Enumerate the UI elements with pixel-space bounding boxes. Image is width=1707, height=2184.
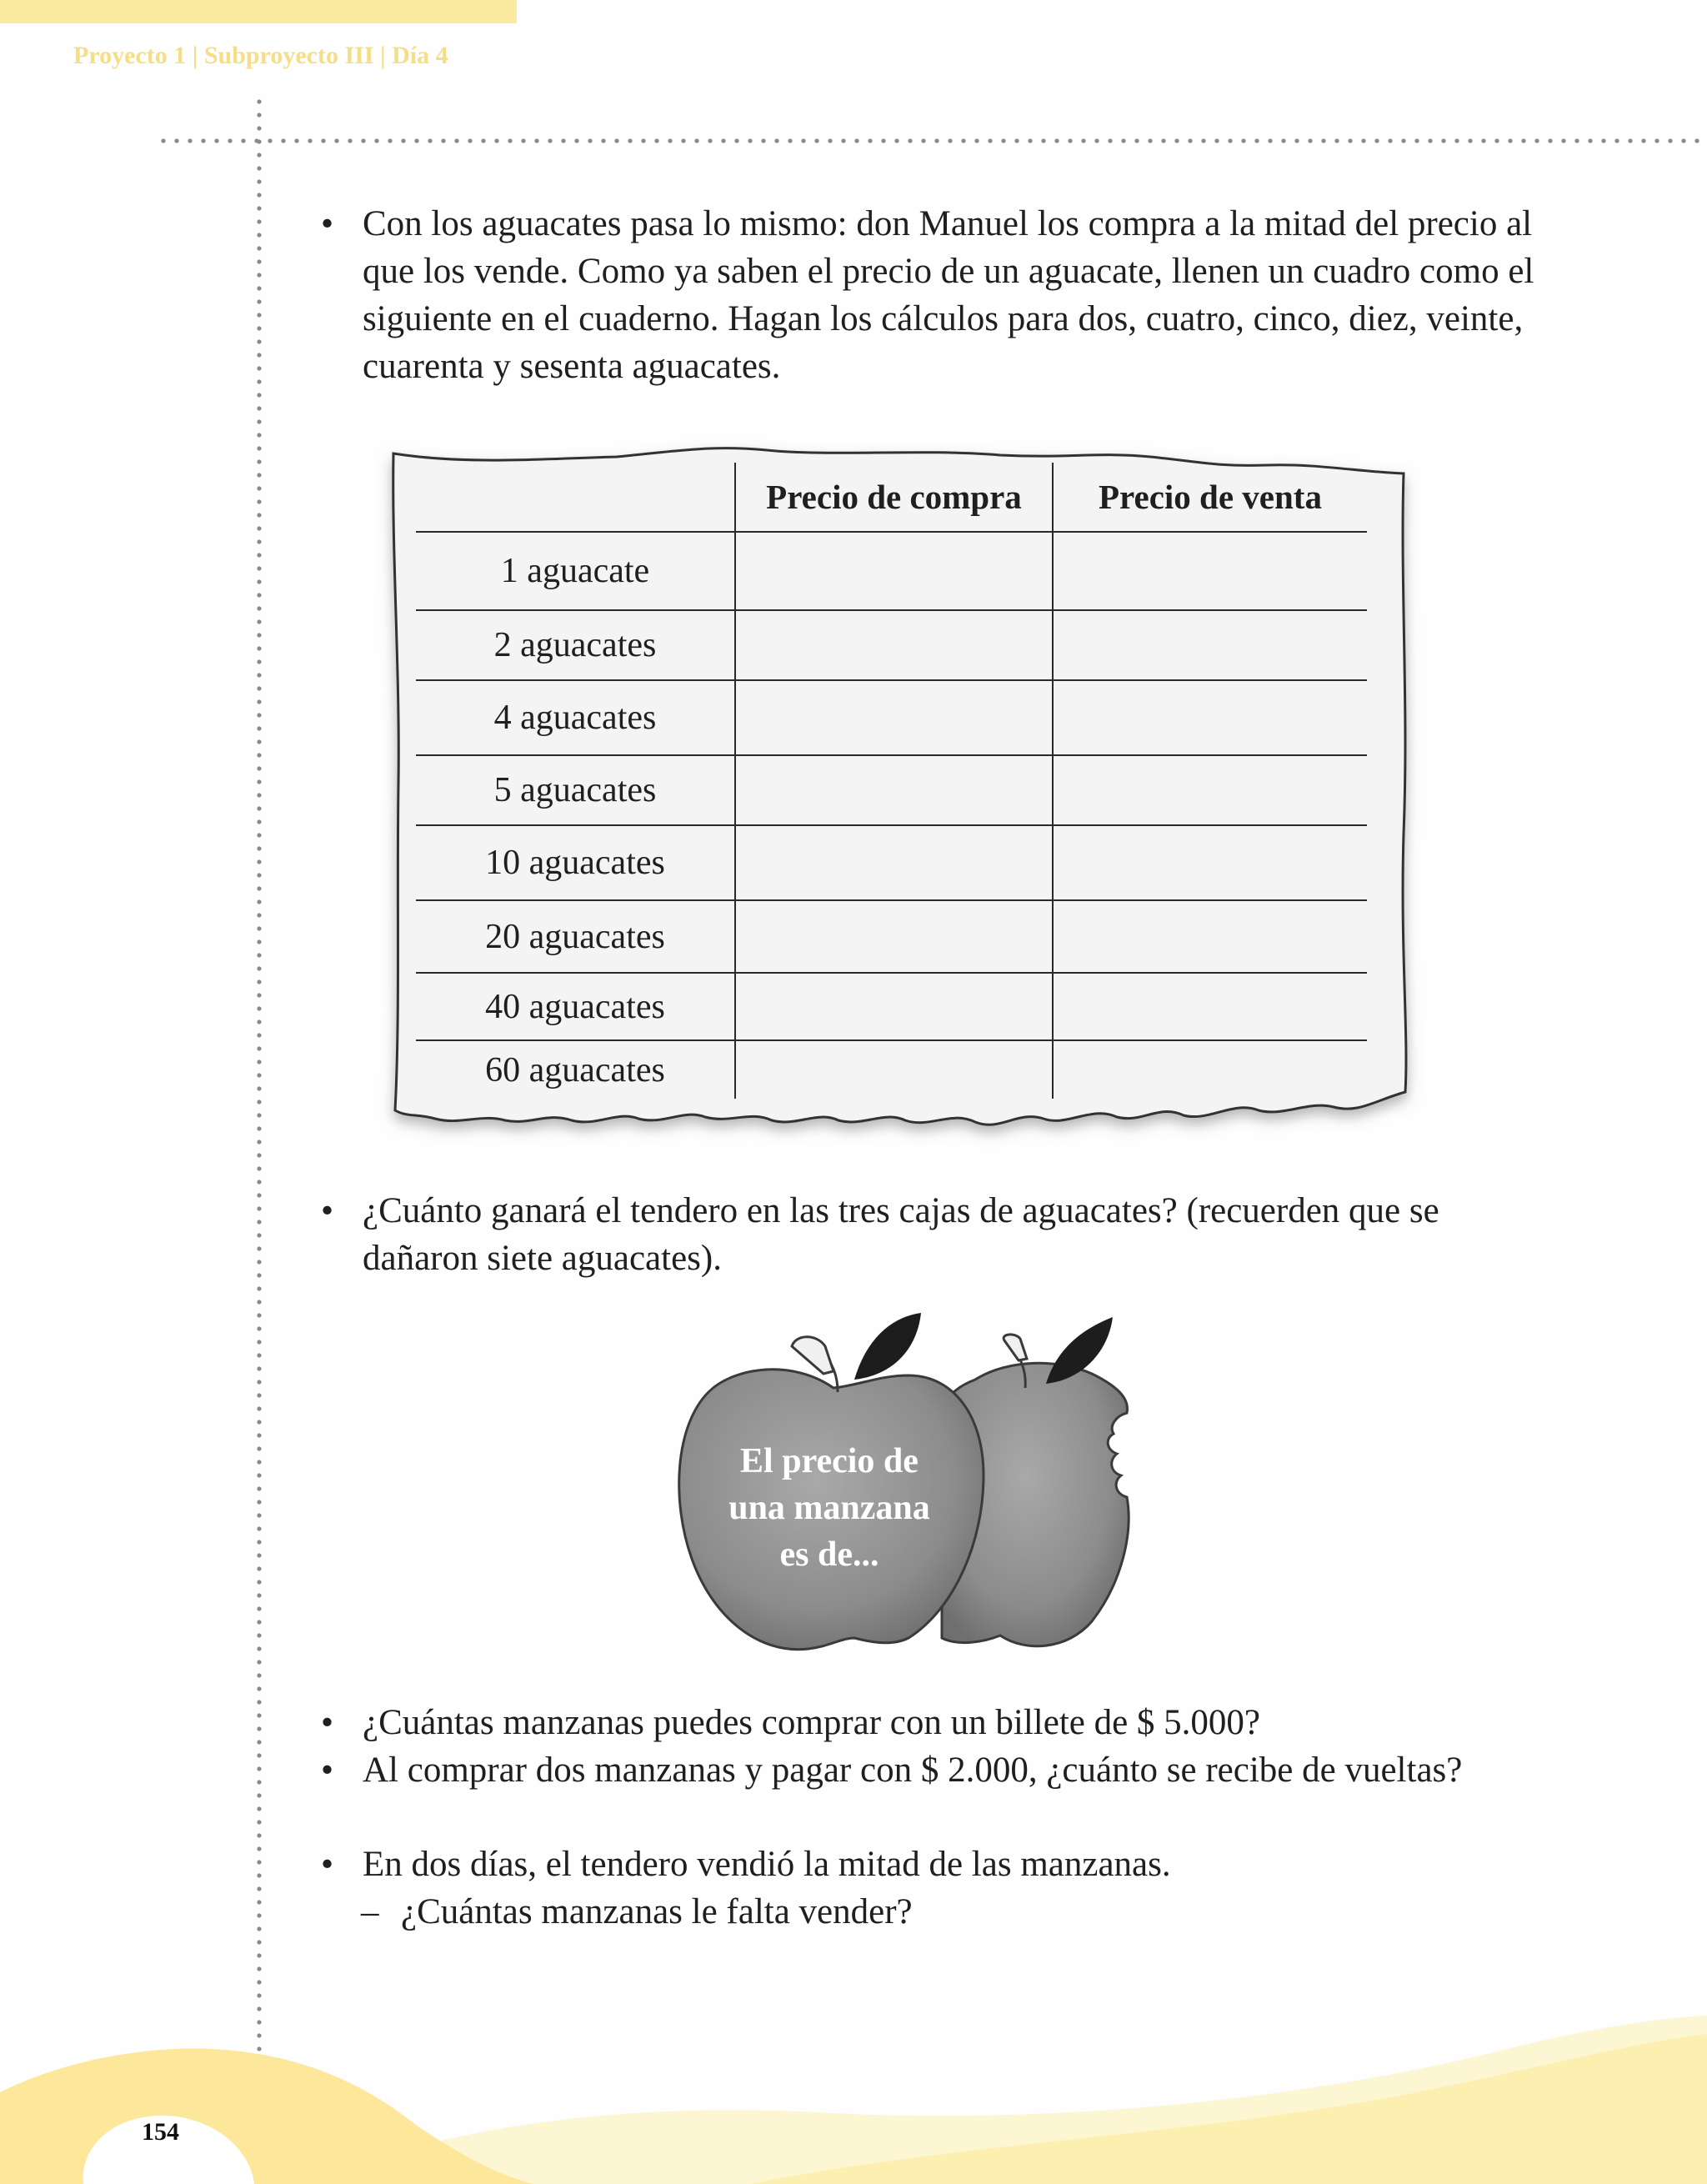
table-row <box>416 1040 1367 1099</box>
price-table <box>416 463 1367 1099</box>
page-number: 154 <box>142 2118 179 2146</box>
purchase-price-cell <box>735 610 1053 680</box>
sale-price-cell <box>1053 900 1367 973</box>
sold-half-question <box>321 1841 1554 1936</box>
row-label: 10 aguacates <box>416 825 735 900</box>
sale-price-cell <box>1053 973 1367 1040</box>
table-row <box>416 610 1367 680</box>
bullet-icon: • <box>321 1845 334 1884</box>
apple-questions <box>321 1699 1554 1794</box>
horizontal-dotted-rule <box>157 138 1707 143</box>
question-text: ¿Cuántas manzanas puedes comprar con un billete de $ 5.000? <box>363 1703 1261 1742</box>
bullet-item <box>321 1746 1554 1794</box>
sale-price-cell <box>1053 755 1367 825</box>
instruction-text: Con los aguacates pasa lo mismo: don Manuel los compra a la mitad del precio al que los vende. Como ya saben el precio de un aguacate, llenen un cuadro como el siguiente en el cuaderno. Hagan los cálculos para dos, cuatro, cinco, diez, veinte, cuarenta y sesenta aguacates. <box>363 204 1534 386</box>
vertical-dotted-rule <box>257 95 262 2062</box>
apple-label-line: El precio de <box>740 1442 919 1480</box>
instruction-avocados <box>321 200 1554 390</box>
table-header-purchase: Precio de compra <box>735 463 1053 532</box>
row-label: 20 aguacates <box>416 900 735 973</box>
purchase-price-cell <box>735 825 1053 900</box>
bullet-icon: • <box>321 1751 334 1790</box>
row-label: 5 aguacates <box>416 755 735 825</box>
bullet-icon: • <box>321 1703 334 1742</box>
bullet-item <box>321 1187 1554 1282</box>
bullet-item <box>321 1841 1554 1888</box>
row-label: 60 aguacates <box>416 1040 735 1099</box>
sale-price-cell <box>1053 680 1367 755</box>
table-header-sale: Precio de venta <box>1053 463 1367 532</box>
bottom-wave-decoration <box>0 2001 1707 2184</box>
apple-label-line: una manzana <box>728 1489 930 1527</box>
sale-price-cell <box>1053 825 1367 900</box>
apple-price-label <box>683 1438 975 1578</box>
apple-label-line: es de... <box>779 1535 879 1574</box>
table-row <box>416 825 1367 900</box>
row-label: 40 aguacates <box>416 973 735 1040</box>
bullet-icon: • <box>321 204 334 243</box>
question-profit <box>321 1187 1554 1282</box>
question-text: Al comprar dos manzanas y pagar con $ 2.000, ¿cuánto se recibe de vueltas? <box>363 1751 1463 1790</box>
bullet-item <box>321 1699 1554 1746</box>
purchase-price-cell <box>735 900 1053 973</box>
bullet-icon: • <box>321 1191 334 1230</box>
row-label: 2 aguacates <box>416 610 735 680</box>
bullet-item <box>321 200 1554 390</box>
table-row <box>416 532 1367 610</box>
purchase-price-cell <box>735 755 1053 825</box>
sale-price-cell <box>1053 610 1367 680</box>
purchase-price-cell <box>735 532 1053 610</box>
table-row <box>416 755 1367 825</box>
page-header: Proyecto 1 | Subproyecto III | Día 4 <box>73 42 448 69</box>
table-row <box>416 973 1367 1040</box>
table-row <box>416 680 1367 755</box>
top-accent-bar <box>0 0 517 23</box>
sub-question <box>321 1888 1554 1936</box>
statement-text: En dos días, el tendero vendió la mitad de las manzanas. <box>363 1845 1171 1884</box>
sale-price-cell <box>1053 532 1367 610</box>
purchase-price-cell <box>735 680 1053 755</box>
row-label: 1 aguacate <box>416 532 735 610</box>
sale-price-cell <box>1053 1040 1367 1099</box>
purchase-price-cell <box>735 973 1053 1040</box>
question-text: ¿Cuánto ganará el tendero en las tres cajas de aguacates? (recuerden que se dañaron siete aguacates). <box>363 1191 1439 1278</box>
dash-icon: – <box>361 1892 379 1931</box>
table-header-empty <box>416 463 735 532</box>
purchase-price-cell <box>735 1040 1053 1099</box>
table-row <box>416 900 1367 973</box>
sub-question-text: ¿Cuántas manzanas le falta vender? <box>401 1892 913 1931</box>
row-label: 4 aguacates <box>416 680 735 755</box>
